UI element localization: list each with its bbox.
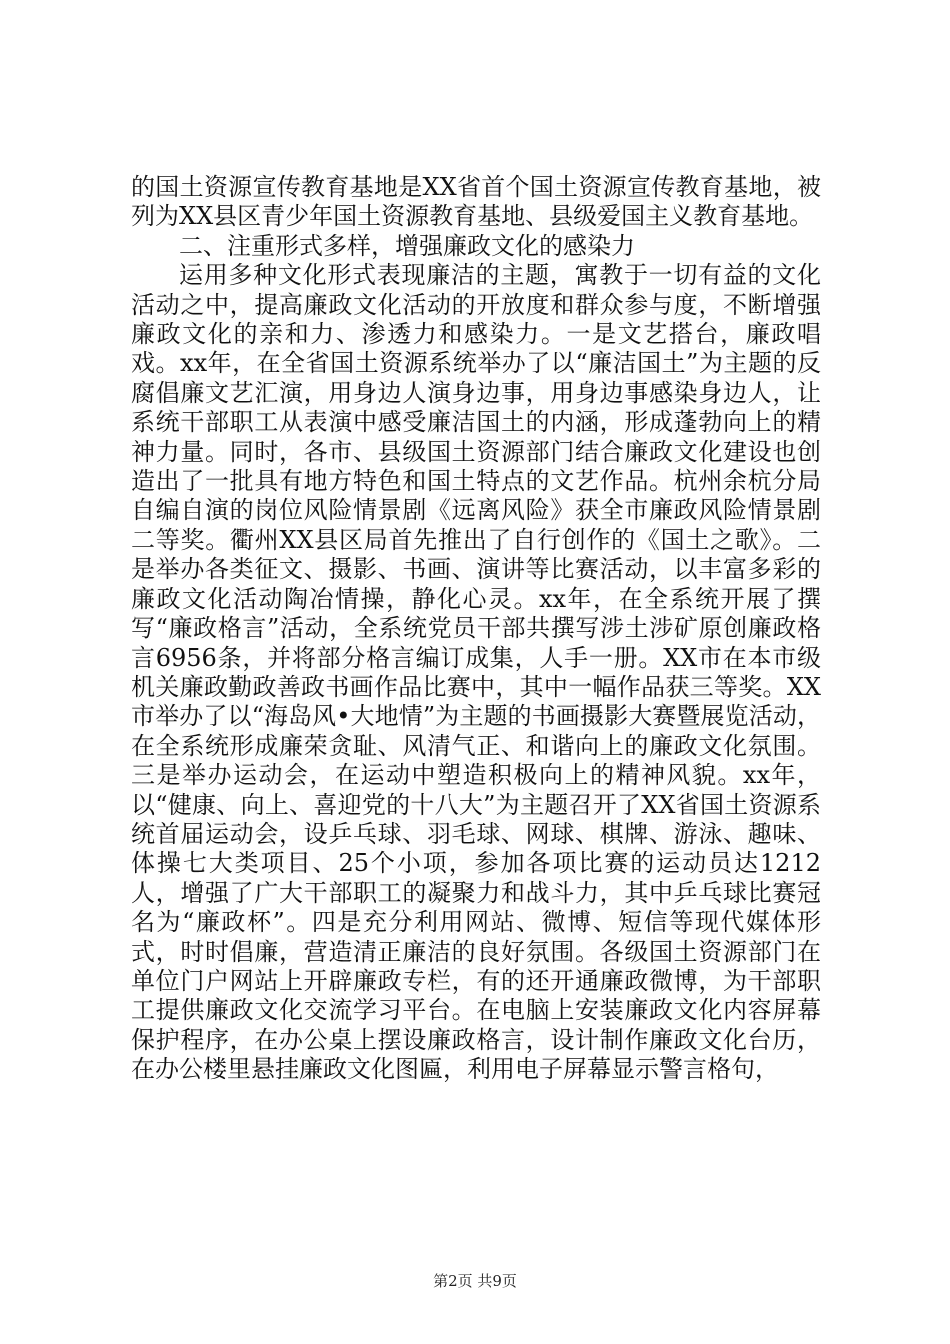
paragraph-body: 运用多种文化形式表现廉洁的主题，寓教于一切有益的文化活动之中，提高廉政文化活动的开放度和群众参与度，不断增强廉政文化的亲和力、渗透力和感染力。一是文艺搭台，廉政唱戏。xx年，在全省国土资源系统举办了以“廉洁国土”为主题的反腐倡廉文艺汇演，用身边人演身边事，用身边事感染身边人，让系统干部职工从表演中感受廉洁国土的内涵，形成蓬勃向上的精神力量。同时，各市、县级国土资源部门结合廉政文化建设也创造出了一批具有地方特色和国土特点的文艺作品。杭州余杭分局自编自演的岗位风险情景剧《远离风险》获全市廉政风险情景剧二等奖。衢州XX县区局首先推出了自行创作的《国土之歌》。二是举办各类征文、摄影、书画、演讲等比赛活动，以丰富多彩的廉政文化活动陶冶情操，静化心灵。xx年，在全系统开展了撰写“廉政格言”活动，全系统党员干部共撰写涉土涉矿原创廉政格言6956条，并将部分格言编订成集，人手一册。XX市在本市级机关廉政勤政善政书画作品比赛中，其中一幅作品获三等奖。XX市举办了以“海岛风•大地情”为主题的书画摄影大赛暨展览活动，在全系统形成廉荣贪耻、风清气正、和谐向上的廉政文化氛围。三是举办运动会，在运动中塑造积极向上的精神风貌。xx年，以“健康、向上、喜迎党的十八大”为主题召开了XX省国土资源系统首届运动会，设乒乓球、羽毛球、网球、棋牌、游泳、趣味、体操七大类项目、25个小项，参加各项比赛的运动员达1212人，增强了广大干部职工的凝聚力和战斗力，其中乒乓球比赛冠名为“廉政杯”。四是充分利用网站、微博、短信等现代媒体形式，时时倡廉，营造清正廉洁的良好氛围。各级国土资源部门在单位门户网站上开辟廉政专栏，有的还开通廉政微博，为干部职工提供廉政文化交流学习平台。在电脑上安装廉政文化内容屏幕保护程序，在办公桌上摆设廉政格言，设计制作廉政文化台历，在办公楼里悬挂廉政文化图匾，利用电子屏幕显示警言格句， bbox=[131, 261, 821, 1084]
paragraph-continuation: 的国土资源宣传教育基地是XX省首个国土资源宣传教育基地，被列为XX县区青少年国土资源教育基地、县级爱国主义教育基地。 bbox=[131, 173, 821, 231]
document-body bbox=[131, 173, 821, 1085]
page-footer: 第2页 共9页 bbox=[433, 1272, 517, 1290]
section-heading: 二、注重形式多样，增强廉政文化的感染力 bbox=[179, 231, 635, 260]
